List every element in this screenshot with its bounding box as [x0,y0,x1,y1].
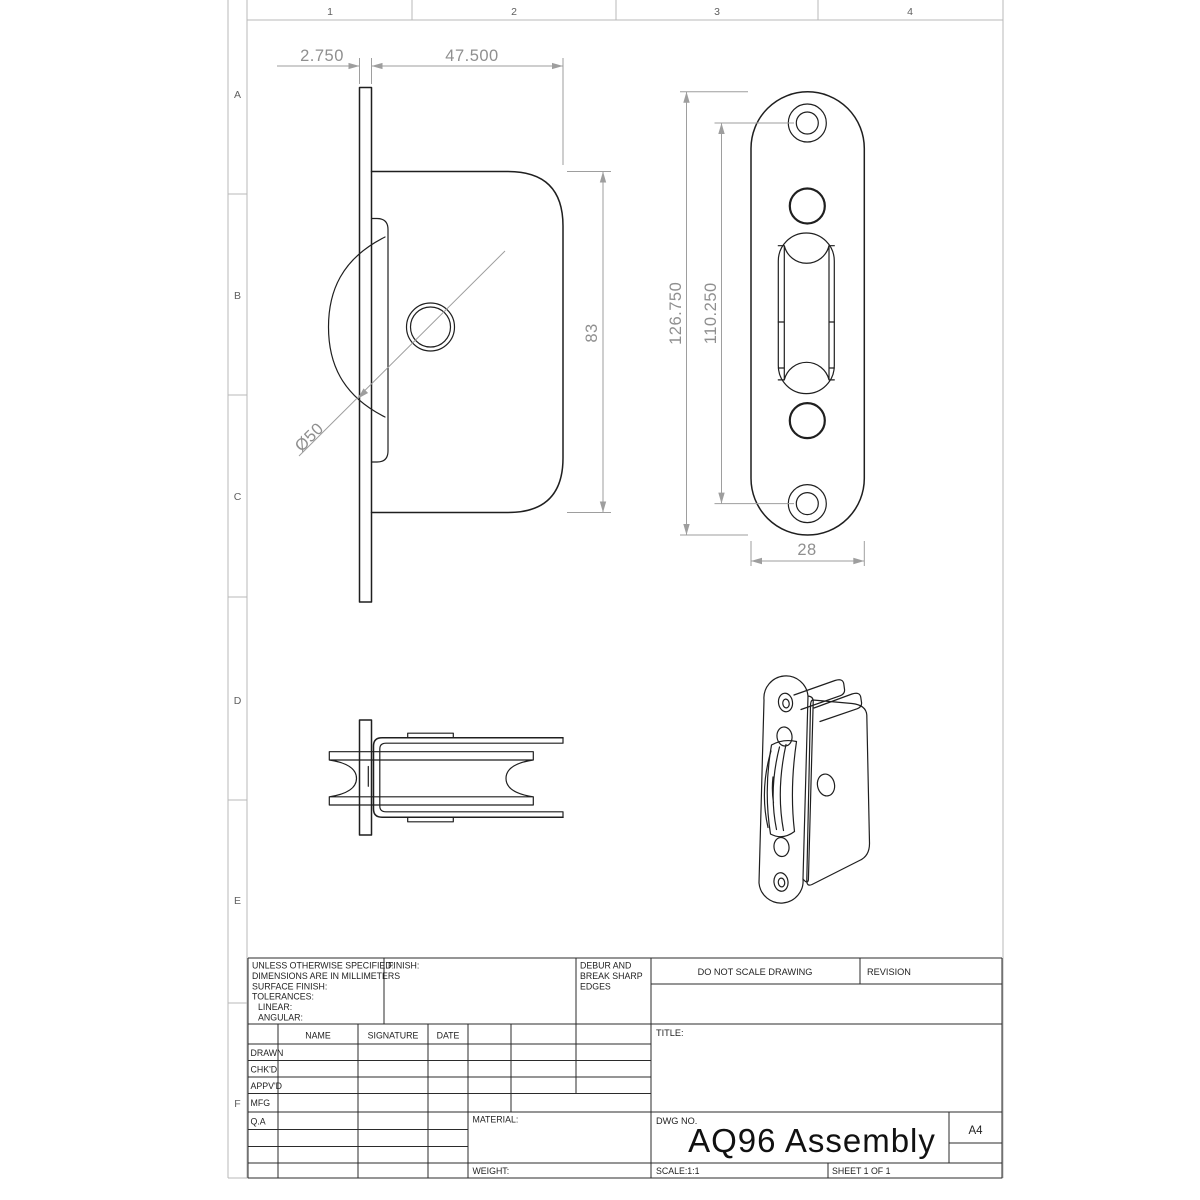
wheel-housing-outline [372,219,389,463]
face-view-geometry [751,92,864,535]
debur-line: DEBUR AND [580,960,632,971]
iso-screw-hole-bottom-inner [778,878,786,888]
iso-screw-hole-top-inner [782,699,790,709]
dwg-no-label: DWG NO. [656,1116,698,1126]
wheel-slot-outline [778,233,834,394]
arrowhead [683,92,689,103]
zone-row-label: F [234,1098,241,1110]
iso-faceplate-thickness [803,696,813,882]
iso-body-plate [807,700,870,885]
row-label-appvd: APPV'D [250,1081,283,1091]
zone-col-label: 1 [327,6,333,18]
arrowhead [718,123,724,134]
pin-hole-upper [790,189,825,224]
iso-bracket-strap-front [794,680,845,710]
iso-pin-hole-upper [776,726,793,747]
pin-hole-lower [790,403,825,438]
zone-col-label: 2 [511,6,517,18]
debur-line: BREAK SHARP [580,970,643,981]
name-header: NAME [305,1030,331,1041]
revision-label: REVISION [867,967,911,977]
spec-note-line: SURFACE FINISH: [252,981,328,992]
arrowhead [372,63,383,69]
iso-screw-hole-top [777,692,793,712]
spec-note-line: DIMENSIONS ARE IN MILLIMETERS [252,970,401,981]
iso-pin-hole-lower [773,837,790,858]
faceplate-edge-top [360,720,372,835]
spec-note-line: ANGULAR: [258,1012,303,1023]
iso-view [759,676,870,903]
paper-size: A4 [968,1125,983,1137]
zone-border [228,0,1003,1178]
face-view [667,92,864,566]
axle-circle-outer [407,303,455,351]
zone-row-label: E [233,895,242,907]
front-view-geometry [329,88,564,603]
arrowhead [349,63,360,69]
faceplate-outline [751,92,864,535]
date-header: DATE [436,1030,460,1041]
arrowhead [751,558,762,564]
debur-line: EDGES [580,981,611,992]
dim-wheel-diameter: Ø50 [291,419,328,456]
zone-border-lines [228,0,1003,1178]
screw-hole-top-inner [796,112,818,134]
spec-note-line: UNLESS OTHERWISE SPECIFIED: [252,960,395,971]
zone-row-label: A [233,89,242,101]
zone-row-label: C [233,491,242,503]
dim-plate-thickness: 2.750 [300,47,344,65]
front-dim-lines [277,58,611,513]
front-view-dimensions [277,47,611,513]
zone-col-label: 4 [907,6,913,18]
do-not-scale-label: DO NOT SCALE DRAWING [697,967,813,977]
drawing-number: AQ96 Assembly [688,1122,936,1159]
dim-body-height: 83 [583,323,601,343]
top-view [329,720,563,835]
row-label-mfg: MFG [250,1098,271,1108]
row-label-qa: Q.A [250,1116,266,1127]
arrowhead [600,172,606,183]
zone-row-label: D [233,695,242,707]
arrowhead [853,558,864,564]
row-label-chkd: CHK'D [250,1064,278,1075]
title-block [248,958,1002,1178]
pulley-body-outline [372,172,564,513]
debur-note-block [580,961,643,992]
iso-bracket-strap-rear [814,693,862,721]
front-view [277,47,611,602]
dim-face-width: 28 [797,541,817,559]
weight-label: WEIGHT: [472,1166,510,1176]
dim-hole-spacing: 110.250 [702,282,720,345]
axle-circle-inner [411,307,451,347]
signature-header: SIGNATURE [367,1030,419,1041]
title-label: TITLE: [656,1028,684,1038]
zone-row-label: B [233,290,242,302]
scale-text: SCALE:1:1 [656,1166,700,1176]
wheel-protrusion-arc [329,237,386,417]
tolerance-note-block [252,961,400,1023]
dim-body-width: 47.500 [445,47,499,65]
dim-overall-height: 126.750 [667,281,685,345]
sheet-text: SHEET 1 OF 1 [832,1166,891,1176]
row-label-drawn: DRAWN [250,1048,284,1058]
finish-label: FINISH: [388,960,420,971]
iso-screw-hole-bottom [773,872,789,892]
screw-hole-bottom-inner [796,493,818,515]
arrowhead [552,63,563,69]
spec-note-line: LINEAR: [258,1002,293,1013]
zone-col-label: 3 [714,6,720,18]
arrowhead [718,493,724,504]
arrowhead [600,502,606,513]
material-label: MATERIAL: [472,1114,519,1125]
spec-note-line: TOLERANCES: [252,991,314,1002]
faceplate-edge-profile [360,88,372,603]
wheel-groove-arcs [778,246,834,380]
arrowhead [683,524,689,535]
iso-axle-hole [815,772,836,797]
